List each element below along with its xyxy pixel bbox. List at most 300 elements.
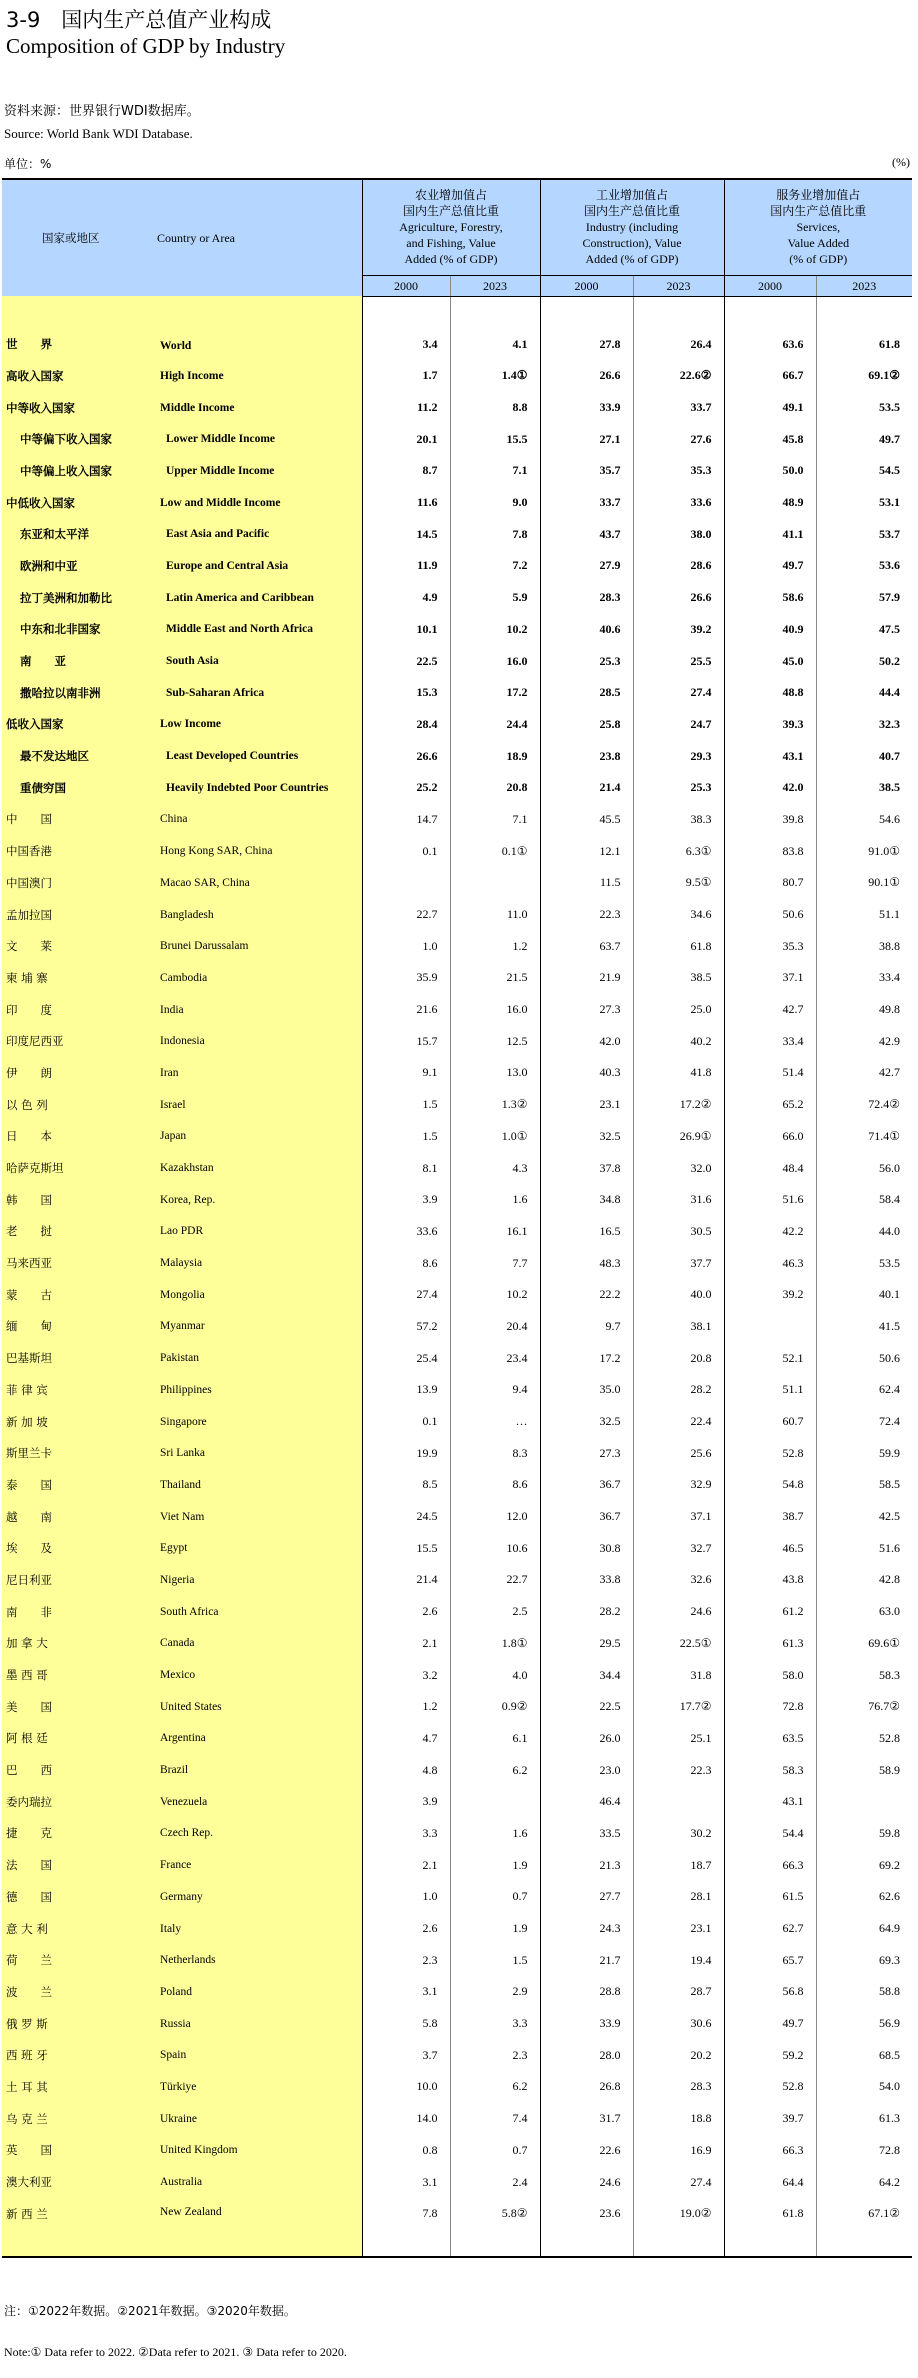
- table-row: [2, 1279, 912, 1311]
- value-serv-2000: 63.5: [724, 1723, 816, 1755]
- table-row: [2, 1786, 912, 1818]
- value-agri-2000: 15.7: [362, 1025, 450, 1057]
- country-name-en: South Asia: [152, 645, 362, 677]
- table-row: [2, 1881, 912, 1913]
- value-agri-2023: 11.0: [450, 899, 540, 931]
- value-agri-2000: 22.7: [362, 899, 450, 931]
- value-serv-2000: 49.1: [724, 392, 816, 424]
- value-ind-2000: 17.2: [540, 1342, 633, 1374]
- value-agri-2000: 0.8: [362, 2135, 450, 2167]
- country-name-cn: 马来西亚: [2, 1247, 152, 1279]
- value-agri-2000: 1.0: [362, 1881, 450, 1913]
- table-row: [2, 1976, 912, 2008]
- table-row: [2, 2008, 912, 2040]
- value-agri-2023: 22.7: [450, 1564, 540, 1596]
- value-ind-2000: 27.8: [540, 296, 633, 360]
- value-agri-2000: 4.7: [362, 1723, 450, 1755]
- table-row: [2, 2071, 912, 2103]
- value-serv-2023: 53.7: [816, 518, 912, 550]
- table-row: [2, 2103, 912, 2135]
- value-ind-2023: 30.5: [633, 1216, 724, 1248]
- value-agri-2000: 26.6: [362, 740, 450, 772]
- value-serv-2023: 69.6①: [816, 1628, 912, 1660]
- value-ind-2000: 26.0: [540, 1723, 633, 1755]
- country-name-cn: 加 拿 大: [2, 1628, 152, 1660]
- value-ind-2023: 39.2: [633, 614, 724, 646]
- value-ind-2000: 33.8: [540, 1564, 633, 1596]
- country-name-en: Indonesia: [152, 1025, 362, 1057]
- table-row: [2, 772, 912, 804]
- value-agri-2000: 21.6: [362, 994, 450, 1026]
- country-name-cn: 中等偏下收入国家: [2, 423, 152, 455]
- value-ind-2000: 25.8: [540, 709, 633, 741]
- country-name-cn: 中 国: [2, 804, 152, 836]
- value-serv-2023: 47.5: [816, 614, 912, 646]
- value-ind-2000: 22.3: [540, 899, 633, 931]
- value-ind-2023: 22.5①: [633, 1628, 724, 1660]
- value-ind-2000: 36.7: [540, 1469, 633, 1501]
- value-agri-2000: 8.1: [362, 1152, 450, 1184]
- table-row: [2, 1754, 912, 1786]
- value-ind-2000: 34.4: [540, 1659, 633, 1691]
- country-name-en: Middle Income: [152, 392, 362, 424]
- value-agri-2023: 6.1: [450, 1723, 540, 1755]
- value-ind-2000: 28.3: [540, 582, 633, 614]
- value-serv-2000: 42.2: [724, 1216, 816, 1248]
- country-name-cn: 撒哈拉以南非洲: [2, 677, 152, 709]
- country-name-cn: 法 国: [2, 1849, 152, 1881]
- value-ind-2023: 24.7: [633, 709, 724, 741]
- table-row: [2, 709, 912, 741]
- table-row: [2, 804, 912, 836]
- value-agri-2000: 15.3: [362, 677, 450, 709]
- value-ind-2023: 27.4: [633, 677, 724, 709]
- value-agri-2023: 0.9②: [450, 1691, 540, 1723]
- year-2023-agri: 2023: [450, 275, 540, 296]
- country-name-en: Heavily Indebted Poor Countries: [152, 772, 362, 804]
- value-serv-2023: 50.6: [816, 1342, 912, 1374]
- country-name-en: Lower Middle Income: [152, 423, 362, 455]
- value-ind-2000: 40.6: [540, 614, 633, 646]
- country-name-en: Poland: [152, 1976, 362, 2008]
- value-agri-2000: 14.5: [362, 518, 450, 550]
- value-serv-2000: 58.6: [724, 582, 816, 614]
- value-serv-2023: 38.8: [816, 930, 912, 962]
- country-name-cn: 新 西 兰: [2, 2198, 152, 2257]
- value-agri-2000: 28.4: [362, 709, 450, 741]
- country-name-cn: 菲 律 宾: [2, 1374, 152, 1406]
- country-name-en: United Kingdom: [152, 2135, 362, 2167]
- value-agri-2000: 8.6: [362, 1247, 450, 1279]
- value-ind-2023: 22.3: [633, 1754, 724, 1786]
- value-ind-2000: 32.5: [540, 1406, 633, 1438]
- value-serv-2000: [724, 1311, 816, 1343]
- value-serv-2023: 53.1: [816, 487, 912, 519]
- value-ind-2023: 19.4: [633, 1944, 724, 1976]
- value-serv-2000: 59.2: [724, 2039, 816, 2071]
- value-ind-2000: 42.0: [540, 1025, 633, 1057]
- value-agri-2023: 10.6: [450, 1532, 540, 1564]
- value-agri-2000: 10.1: [362, 614, 450, 646]
- value-serv-2000: 42.7: [724, 994, 816, 1026]
- country-name-cn: 最不发达地区: [2, 740, 152, 772]
- value-agri-2000: 21.4: [362, 1564, 450, 1596]
- country-name-en: Low and Middle Income: [152, 487, 362, 519]
- header-services: [724, 179, 912, 275]
- table-row: [2, 1944, 912, 1976]
- value-serv-2000: 63.6: [724, 296, 816, 360]
- value-serv-2023: 61.3: [816, 2103, 912, 2135]
- value-serv-2000: 50.6: [724, 899, 816, 931]
- country-name-en: Myanmar: [152, 1311, 362, 1343]
- table-row: [2, 1501, 912, 1533]
- country-name-en: Mexico: [152, 1659, 362, 1691]
- country-name-cn: 英 国: [2, 2135, 152, 2167]
- value-serv-2023: 68.5: [816, 2039, 912, 2071]
- value-ind-2023: 6.3①: [633, 835, 724, 867]
- value-serv-2023: 41.5: [816, 1311, 912, 1343]
- value-ind-2000: 23.1: [540, 1089, 633, 1121]
- value-ind-2000: 28.0: [540, 2039, 633, 2071]
- year-2023-ind: 2023: [633, 275, 724, 296]
- header-country-en: Country or Area: [152, 179, 362, 296]
- value-agri-2023: 16.1: [450, 1216, 540, 1248]
- country-name-en: Mongolia: [152, 1279, 362, 1311]
- value-serv-2000: 66.3: [724, 2135, 816, 2167]
- table-row: [2, 1089, 912, 1121]
- value-serv-2000: 39.7: [724, 2103, 816, 2135]
- country-name-en: Sri Lanka: [152, 1437, 362, 1469]
- value-agri-2023: 16.0: [450, 645, 540, 677]
- value-ind-2023: 25.3: [633, 772, 724, 804]
- value-ind-2000: 31.7: [540, 2103, 633, 2135]
- value-agri-2000: 3.9: [362, 1184, 450, 1216]
- value-agri-2000: 4.8: [362, 1754, 450, 1786]
- value-serv-2023: 72.4: [816, 1406, 912, 1438]
- value-ind-2000: 27.7: [540, 1881, 633, 1913]
- value-agri-2000: 1.5: [362, 1089, 450, 1121]
- value-serv-2000: 52.8: [724, 2071, 816, 2103]
- value-ind-2023: 23.1: [633, 1913, 724, 1945]
- value-agri-2023: 3.3: [450, 2008, 540, 2040]
- country-name-en: Japan: [152, 1121, 362, 1153]
- table-row: [2, 899, 912, 931]
- value-ind-2023: 38.3: [633, 804, 724, 836]
- footnote-en: Note:① Data refer to 2022. ②Data refer to 2021. ③ Data refer to 2020.: [4, 2345, 347, 2359]
- value-serv-2023: 50.2: [816, 645, 912, 677]
- value-serv-2000: 56.8: [724, 1976, 816, 2008]
- value-ind-2000: 23.6: [540, 2198, 633, 2257]
- country-name-cn: 缅 甸: [2, 1311, 152, 1343]
- table-row: [2, 1818, 912, 1850]
- value-agri-2000: 1.0: [362, 930, 450, 962]
- value-serv-2023: 42.9: [816, 1025, 912, 1057]
- country-name-en: High Income: [152, 360, 362, 392]
- value-agri-2023: [450, 1786, 540, 1818]
- value-ind-2000: 16.5: [540, 1216, 633, 1248]
- table-row: [2, 423, 912, 455]
- value-ind-2000: 63.7: [540, 930, 633, 962]
- value-agri-2000: 20.1: [362, 423, 450, 455]
- country-name-cn: 日 本: [2, 1121, 152, 1153]
- value-serv-2023: 62.4: [816, 1374, 912, 1406]
- table-row: [2, 1152, 912, 1184]
- value-serv-2000: 45.8: [724, 423, 816, 455]
- table-row: [2, 2135, 912, 2167]
- value-ind-2000: 37.8: [540, 1152, 633, 1184]
- value-serv-2023: 32.3: [816, 709, 912, 741]
- country-name-en: Bangladesh: [152, 899, 362, 931]
- country-name-en: Venezuela: [152, 1786, 362, 1818]
- country-name-cn: 中等偏上收入国家: [2, 455, 152, 487]
- value-serv-2023: 33.4: [816, 962, 912, 994]
- value-serv-2023: 62.6: [816, 1881, 912, 1913]
- value-ind-2000: 28.5: [540, 677, 633, 709]
- value-ind-2023: 31.6: [633, 1184, 724, 1216]
- value-ind-2000: 28.8: [540, 1976, 633, 2008]
- country-name-en: Russia: [152, 2008, 362, 2040]
- value-ind-2023: 20.2: [633, 2039, 724, 2071]
- table-row: [2, 1216, 912, 1248]
- table-row: [2, 1342, 912, 1374]
- country-name-en: Viet Nam: [152, 1501, 362, 1533]
- value-serv-2000: 80.7: [724, 867, 816, 899]
- country-name-cn: 蒙 古: [2, 1279, 152, 1311]
- country-name-cn: 中国香港: [2, 835, 152, 867]
- value-agri-2000: 13.9: [362, 1374, 450, 1406]
- value-serv-2023: 76.7②: [816, 1691, 912, 1723]
- value-agri-2000: 22.5: [362, 645, 450, 677]
- value-agri-2023: 4.0: [450, 1659, 540, 1691]
- value-serv-2023: 91.0①: [816, 835, 912, 867]
- unit-label: 单位：%: [4, 157, 52, 171]
- value-agri-2023: 20.4: [450, 1311, 540, 1343]
- value-serv-2023: 49.7: [816, 423, 912, 455]
- value-serv-2000: 52.8: [724, 1437, 816, 1469]
- value-agri-2000: 2.1: [362, 1849, 450, 1881]
- table-row: [2, 1121, 912, 1153]
- year-2023-serv: 2023: [816, 275, 912, 296]
- value-serv-2023: 40.7: [816, 740, 912, 772]
- value-serv-2000: 49.7: [724, 2008, 816, 2040]
- value-agri-2023: 21.5: [450, 962, 540, 994]
- country-name-en: Middle East and North Africa: [152, 614, 362, 646]
- country-name-en: Ukraine: [152, 2103, 362, 2135]
- value-agri-2023: 1.3②: [450, 1089, 540, 1121]
- value-serv-2023: 58.9: [816, 1754, 912, 1786]
- value-serv-2023: 52.8: [816, 1723, 912, 1755]
- value-serv-2023: 42.8: [816, 1564, 912, 1596]
- country-name-en: Lao PDR: [152, 1216, 362, 1248]
- value-agri-2000: 19.9: [362, 1437, 450, 1469]
- value-serv-2023: 69.3: [816, 1944, 912, 1976]
- value-ind-2000: 35.7: [540, 455, 633, 487]
- value-serv-2000: 52.1: [724, 1342, 816, 1374]
- value-serv-2023: 53.5: [816, 1247, 912, 1279]
- value-serv-2000: 58.0: [724, 1659, 816, 1691]
- value-serv-2000: 43.1: [724, 1786, 816, 1818]
- value-serv-2000: 48.9: [724, 487, 816, 519]
- value-ind-2023: 22.4: [633, 1406, 724, 1438]
- value-ind-2000: 25.3: [540, 645, 633, 677]
- value-serv-2023: 90.1①: [816, 867, 912, 899]
- value-agri-2000: 7.8: [362, 2198, 450, 2257]
- value-agri-2000: 11.9: [362, 550, 450, 582]
- country-name-cn: 委内瑞拉: [2, 1786, 152, 1818]
- country-name-en: Kazakhstan: [152, 1152, 362, 1184]
- value-ind-2023: 33.7: [633, 392, 724, 424]
- value-serv-2000: 61.8: [724, 2198, 816, 2257]
- value-agri-2023: 8.8: [450, 392, 540, 424]
- year-2000-serv: 2000: [724, 275, 816, 296]
- value-serv-2023: 54.0: [816, 2071, 912, 2103]
- table-row: [2, 930, 912, 962]
- value-ind-2023: 33.6: [633, 487, 724, 519]
- country-name-en: Europe and Central Asia: [152, 550, 362, 582]
- header-industry-label: 工业增加值占 国内生产总值比重 Industry (including Construction), Value Added (% of GDP): [582, 188, 682, 267]
- value-serv-2000: 38.7: [724, 1501, 816, 1533]
- value-agri-2000: 2.6: [362, 1913, 450, 1945]
- table-row: [2, 1564, 912, 1596]
- value-ind-2000: 11.5: [540, 867, 633, 899]
- table-row: [2, 518, 912, 550]
- value-ind-2023: 26.4: [633, 296, 724, 360]
- table-row: [2, 1184, 912, 1216]
- value-agri-2023: 17.2: [450, 677, 540, 709]
- value-serv-2000: 54.8: [724, 1469, 816, 1501]
- country-name-cn: 文 莱: [2, 930, 152, 962]
- value-ind-2000: 32.5: [540, 1121, 633, 1153]
- value-serv-2000: 48.4: [724, 1152, 816, 1184]
- country-name-cn: 南 非: [2, 1596, 152, 1628]
- value-agri-2000: 3.2: [362, 1659, 450, 1691]
- value-serv-2000: 66.0: [724, 1121, 816, 1153]
- value-ind-2000: 46.4: [540, 1786, 633, 1818]
- country-name-cn: 土 耳 其: [2, 2071, 152, 2103]
- value-agri-2000: 33.6: [362, 1216, 450, 1248]
- value-serv-2000: 61.2: [724, 1596, 816, 1628]
- country-name-cn: 伊 朗: [2, 1057, 152, 1089]
- value-agri-2023: 5.9: [450, 582, 540, 614]
- value-ind-2023: 27.4: [633, 2166, 724, 2198]
- country-name-cn: 俄 罗 斯: [2, 2008, 152, 2040]
- country-name-cn: 阿 根 廷: [2, 1723, 152, 1755]
- value-ind-2023: 25.0: [633, 994, 724, 1026]
- value-agri-2000: 9.1: [362, 1057, 450, 1089]
- header-country-cn: 国家或地区: [2, 179, 152, 296]
- value-ind-2000: 43.7: [540, 518, 633, 550]
- value-agri-2000: 25.2: [362, 772, 450, 804]
- value-agri-2000: 24.5: [362, 1501, 450, 1533]
- value-agri-2023: 7.1: [450, 455, 540, 487]
- value-serv-2000: 72.8: [724, 1691, 816, 1723]
- value-ind-2023: 31.8: [633, 1659, 724, 1691]
- value-serv-2023: 40.1: [816, 1279, 912, 1311]
- value-ind-2000: 27.1: [540, 423, 633, 455]
- year-2000-agri: 2000: [362, 275, 450, 296]
- country-name-cn: 墨 西 哥: [2, 1659, 152, 1691]
- table-row: [2, 867, 912, 899]
- value-serv-2023: 61.8: [816, 296, 912, 360]
- table-row: [2, 1057, 912, 1089]
- country-name-cn: 越 南: [2, 1501, 152, 1533]
- value-serv-2023: 71.4①: [816, 1121, 912, 1153]
- value-serv-2000: 51.1: [724, 1374, 816, 1406]
- country-name-en: Netherlands: [152, 1944, 362, 1976]
- value-serv-2023: 42.7: [816, 1057, 912, 1089]
- value-agri-2000: 14.7: [362, 804, 450, 836]
- value-ind-2000: 24.6: [540, 2166, 633, 2198]
- value-ind-2023: 22.6②: [633, 360, 724, 392]
- value-ind-2000: 23.0: [540, 1754, 633, 1786]
- value-serv-2000: 40.9: [724, 614, 816, 646]
- table-row: [2, 835, 912, 867]
- value-serv-2000: 66.3: [724, 1849, 816, 1881]
- page-title: 3-9 国内生产总值产业构成: [6, 8, 272, 32]
- value-agri-2023: 7.8: [450, 518, 540, 550]
- country-name-en: World: [152, 296, 362, 360]
- value-serv-2023: 53.6: [816, 550, 912, 582]
- country-name-en: Hong Kong SAR, China: [152, 835, 362, 867]
- value-agri-2000: 2.6: [362, 1596, 450, 1628]
- value-ind-2023: 41.8: [633, 1057, 724, 1089]
- country-name-en: Czech Rep.: [152, 1818, 362, 1850]
- value-agri-2023: 8.6: [450, 1469, 540, 1501]
- value-serv-2023: 54.6: [816, 804, 912, 836]
- country-name-cn: 意 大 利: [2, 1913, 152, 1945]
- country-name-cn: 波 兰: [2, 1976, 152, 2008]
- value-serv-2023: [816, 1786, 912, 1818]
- table-row: [2, 550, 912, 582]
- country-name-en: Latin America and Caribbean: [152, 582, 362, 614]
- country-name-en: Italy: [152, 1913, 362, 1945]
- value-serv-2000: 58.3: [724, 1754, 816, 1786]
- value-ind-2000: 33.7: [540, 487, 633, 519]
- value-ind-2023: 18.7: [633, 1849, 724, 1881]
- country-name-en: Low Income: [152, 709, 362, 741]
- value-ind-2000: 21.4: [540, 772, 633, 804]
- value-agri-2023: [450, 867, 540, 899]
- value-ind-2000: 21.3: [540, 1849, 633, 1881]
- value-agri-2023: 9.4: [450, 1374, 540, 1406]
- value-ind-2000: 29.5: [540, 1628, 633, 1660]
- country-name-cn: 哈萨克斯坦: [2, 1152, 152, 1184]
- country-name-cn: 东亚和太平洋: [2, 518, 152, 550]
- value-agri-2023: 10.2: [450, 614, 540, 646]
- value-ind-2000: 33.9: [540, 2008, 633, 2040]
- table-row: [2, 1723, 912, 1755]
- value-serv-2023: 67.1②: [816, 2198, 912, 2257]
- value-ind-2023: 25.6: [633, 1437, 724, 1469]
- value-agri-2023: 0.7: [450, 1881, 540, 1913]
- value-agri-2000: 3.1: [362, 2166, 450, 2198]
- country-name-en: Macao SAR, China: [152, 867, 362, 899]
- value-agri-2000: 10.0: [362, 2071, 450, 2103]
- country-name-en: Argentina: [152, 1723, 362, 1755]
- value-agri-2023: 13.0: [450, 1057, 540, 1089]
- value-agri-2023: 1.9: [450, 1849, 540, 1881]
- country-name-cn: 高收入国家: [2, 360, 152, 392]
- country-name-cn: 世 界: [2, 296, 152, 360]
- value-ind-2023: 9.5①: [633, 867, 724, 899]
- country-name-en: Israel: [152, 1089, 362, 1121]
- value-agri-2000: 15.5: [362, 1532, 450, 1564]
- country-name-en: New Zealand: [152, 2198, 362, 2257]
- country-name-cn: 西 班 牙: [2, 2039, 152, 2071]
- value-ind-2023: 18.8: [633, 2103, 724, 2135]
- table-row: [2, 582, 912, 614]
- value-ind-2023: 28.3: [633, 2071, 724, 2103]
